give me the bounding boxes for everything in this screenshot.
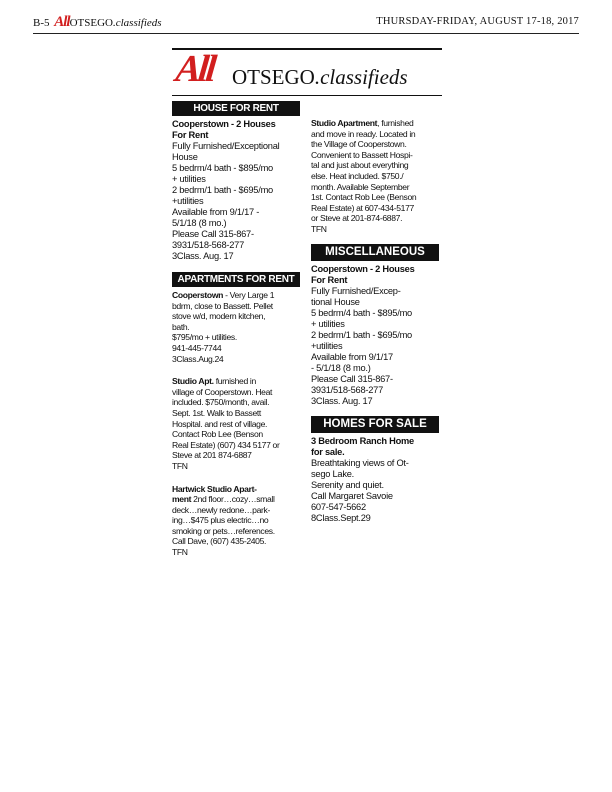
brand-otsego: OTSEGO [69, 17, 113, 29]
ad-line: Please Call 315-867- [311, 373, 393, 384]
ad-line: Hospital. and rest of village. [172, 418, 268, 429]
ad-line: or Steve at 201-874-6887. [311, 213, 403, 224]
ad-line: village of Cooperstown. Heat [172, 386, 273, 397]
ad-line: 3931/518-568-277 [172, 240, 244, 250]
ad-line: month. Available September [311, 181, 410, 192]
ad-line: bdrm, close to Bassett. Pellet [172, 300, 273, 311]
ad-line: 941-445-7744 [172, 342, 222, 353]
ad-line: Call Dave, (607) 435-2405. [172, 536, 267, 547]
brand-classifieds: .classifieds [112, 17, 162, 29]
ad-line: Convenient to Bassett Hospi- [311, 149, 413, 160]
running-header [33, 14, 579, 32]
ad-house-for-rent [172, 119, 300, 262]
ad-line: 8Class.Sept.29 [311, 512, 371, 523]
ad-line: - 5/1/18 (8 mo.) [311, 362, 371, 373]
running-header-brand [33, 14, 162, 31]
section-heading-house-for-rent: HOUSE FOR RENT [172, 101, 300, 116]
ad-hartwick-studio [172, 484, 300, 558]
masthead-classifieds: .classifieds [314, 65, 408, 89]
ad-lead: Studio Apt. [172, 376, 214, 387]
ad-line: Call Margaret Savoie [311, 490, 393, 501]
ad-line: tional House [311, 296, 360, 307]
ad-line: deck…newly redone…park- [172, 504, 270, 515]
issue-date: THURSDAY-FRIDAY, AUGUST 17-18, 2017 [376, 16, 579, 27]
ad-line: the Village of Cooperstown. [311, 139, 407, 150]
ad-line: + utilities [172, 174, 206, 184]
masthead-otsego: OTSEGO [232, 65, 315, 89]
ad-line: 607-547-5662 [311, 501, 366, 512]
ad-line: sego Lake. [311, 468, 354, 479]
section-heading-homes-for-sale: HOMES FOR SALE [311, 416, 439, 433]
ad-line: TFN [311, 223, 327, 234]
ad-title: 3 Bedroom Ranch Home [311, 435, 414, 446]
ad-line: Serenity and quiet. [311, 479, 384, 490]
ad-line: tal and just about everything [311, 160, 409, 171]
ad-line: ing…$475 plus electric…no [172, 515, 269, 526]
ad-apartment-cooperstown [172, 290, 300, 364]
ad-lead: Studio Apartment [311, 118, 378, 128]
ad-studio-apt [172, 376, 300, 471]
ad-line: Fully Furnished/Exceptional [172, 141, 280, 151]
section-heading-miscellaneous: MISCELLANEOUS [311, 244, 439, 261]
ad-line: TFN [172, 547, 188, 558]
ad-line: Real Estate) at 607-434-5177 [311, 202, 414, 213]
ad-line: House [172, 152, 198, 162]
ad-title: Cooperstown - 2 Houses [172, 119, 276, 129]
column-right [311, 118, 439, 524]
ad-studio-apartment [311, 118, 439, 235]
ad-line: Contact Rob Lee (Benson [172, 429, 263, 440]
header-rule [33, 33, 579, 34]
ad-line: + utilities [311, 318, 345, 329]
ad-title: Cooperstown - 2 Houses [311, 263, 415, 274]
ad-line: Steve at 201 874-6887 [172, 450, 252, 461]
page-number: B-5 [33, 17, 50, 29]
ad-line: 3Class. Aug. 17 [311, 395, 373, 406]
ad-lead: ment [172, 494, 192, 505]
masthead [172, 50, 442, 95]
ad-line: smoking or pets…references. [172, 525, 275, 536]
ad-line: 2nd floor…cozy…small [191, 494, 275, 505]
ad-line: stove w/d, modern kitchen, [172, 311, 266, 322]
ad-line: else. Heat included. $750./ [311, 170, 404, 181]
ad-line: +utilities [172, 196, 204, 206]
ad-line: Breathtaking views of Ot- [311, 457, 409, 468]
masthead-rule-bottom [172, 95, 442, 96]
ad-line: $795/mo + utilities. [172, 332, 237, 343]
brand-all-logo: All [54, 14, 70, 30]
ad-title: For Rent [172, 130, 209, 140]
ad-line: 5/1/18 (8 mo.) [172, 218, 227, 228]
masthead-title [232, 64, 408, 90]
ad-line: TFN [172, 460, 188, 471]
ad-lead: Hartwick Studio Apart- [172, 483, 257, 494]
ad-line: , furnished [377, 118, 414, 128]
ad-line: Available from 9/1/17 [311, 351, 393, 362]
ad-lead: Cooperstown [172, 290, 224, 300]
ad-line: Fully Furnished/Excep- [311, 285, 401, 296]
ad-line: 1st. Contact Rob Lee (Benson [311, 192, 417, 203]
ad-line: - Very Large 1 [223, 290, 275, 300]
ad-line: furnished in [213, 376, 256, 387]
ad-line: Real Estate) (607) 434 5177 or [172, 439, 280, 450]
ad-homes-for-sale [311, 436, 439, 524]
ad-miscellaneous [311, 264, 439, 407]
ad-line: 3Class.Aug.24 [172, 353, 224, 364]
masthead-all-logo: All [173, 48, 216, 90]
ad-line: 2 bedrm/1 bath - $695/mo [311, 329, 412, 340]
ad-line: 3Class. Aug. 17 [172, 251, 234, 261]
ad-line: and move in ready. Located in [311, 128, 416, 139]
ad-line: 2 bedrm/1 bath - $695/mo [172, 185, 273, 195]
column-left [172, 101, 300, 558]
ad-line: bath. [172, 321, 190, 332]
ad-line: Sept. 1st. Walk to Bassett [172, 407, 261, 418]
ad-line: +utilities [311, 340, 343, 351]
ad-title: For Rent [311, 274, 348, 285]
ad-line: 3931/518-568-277 [311, 384, 383, 395]
ad-line: 5 bedrm/4 bath - $895/mo [311, 307, 412, 318]
ad-line: included. $750/month, avail. [172, 397, 270, 408]
section-heading-apartments-for-rent: APARTMENTS FOR RENT [172, 272, 300, 287]
ad-line: 5 bedrm/4 bath - $895/mo [172, 163, 273, 173]
ad-title: for sale. [311, 446, 345, 457]
ad-line: Available from 9/1/17 - [172, 207, 260, 217]
ad-line: Please Call 315-867- [172, 229, 254, 239]
